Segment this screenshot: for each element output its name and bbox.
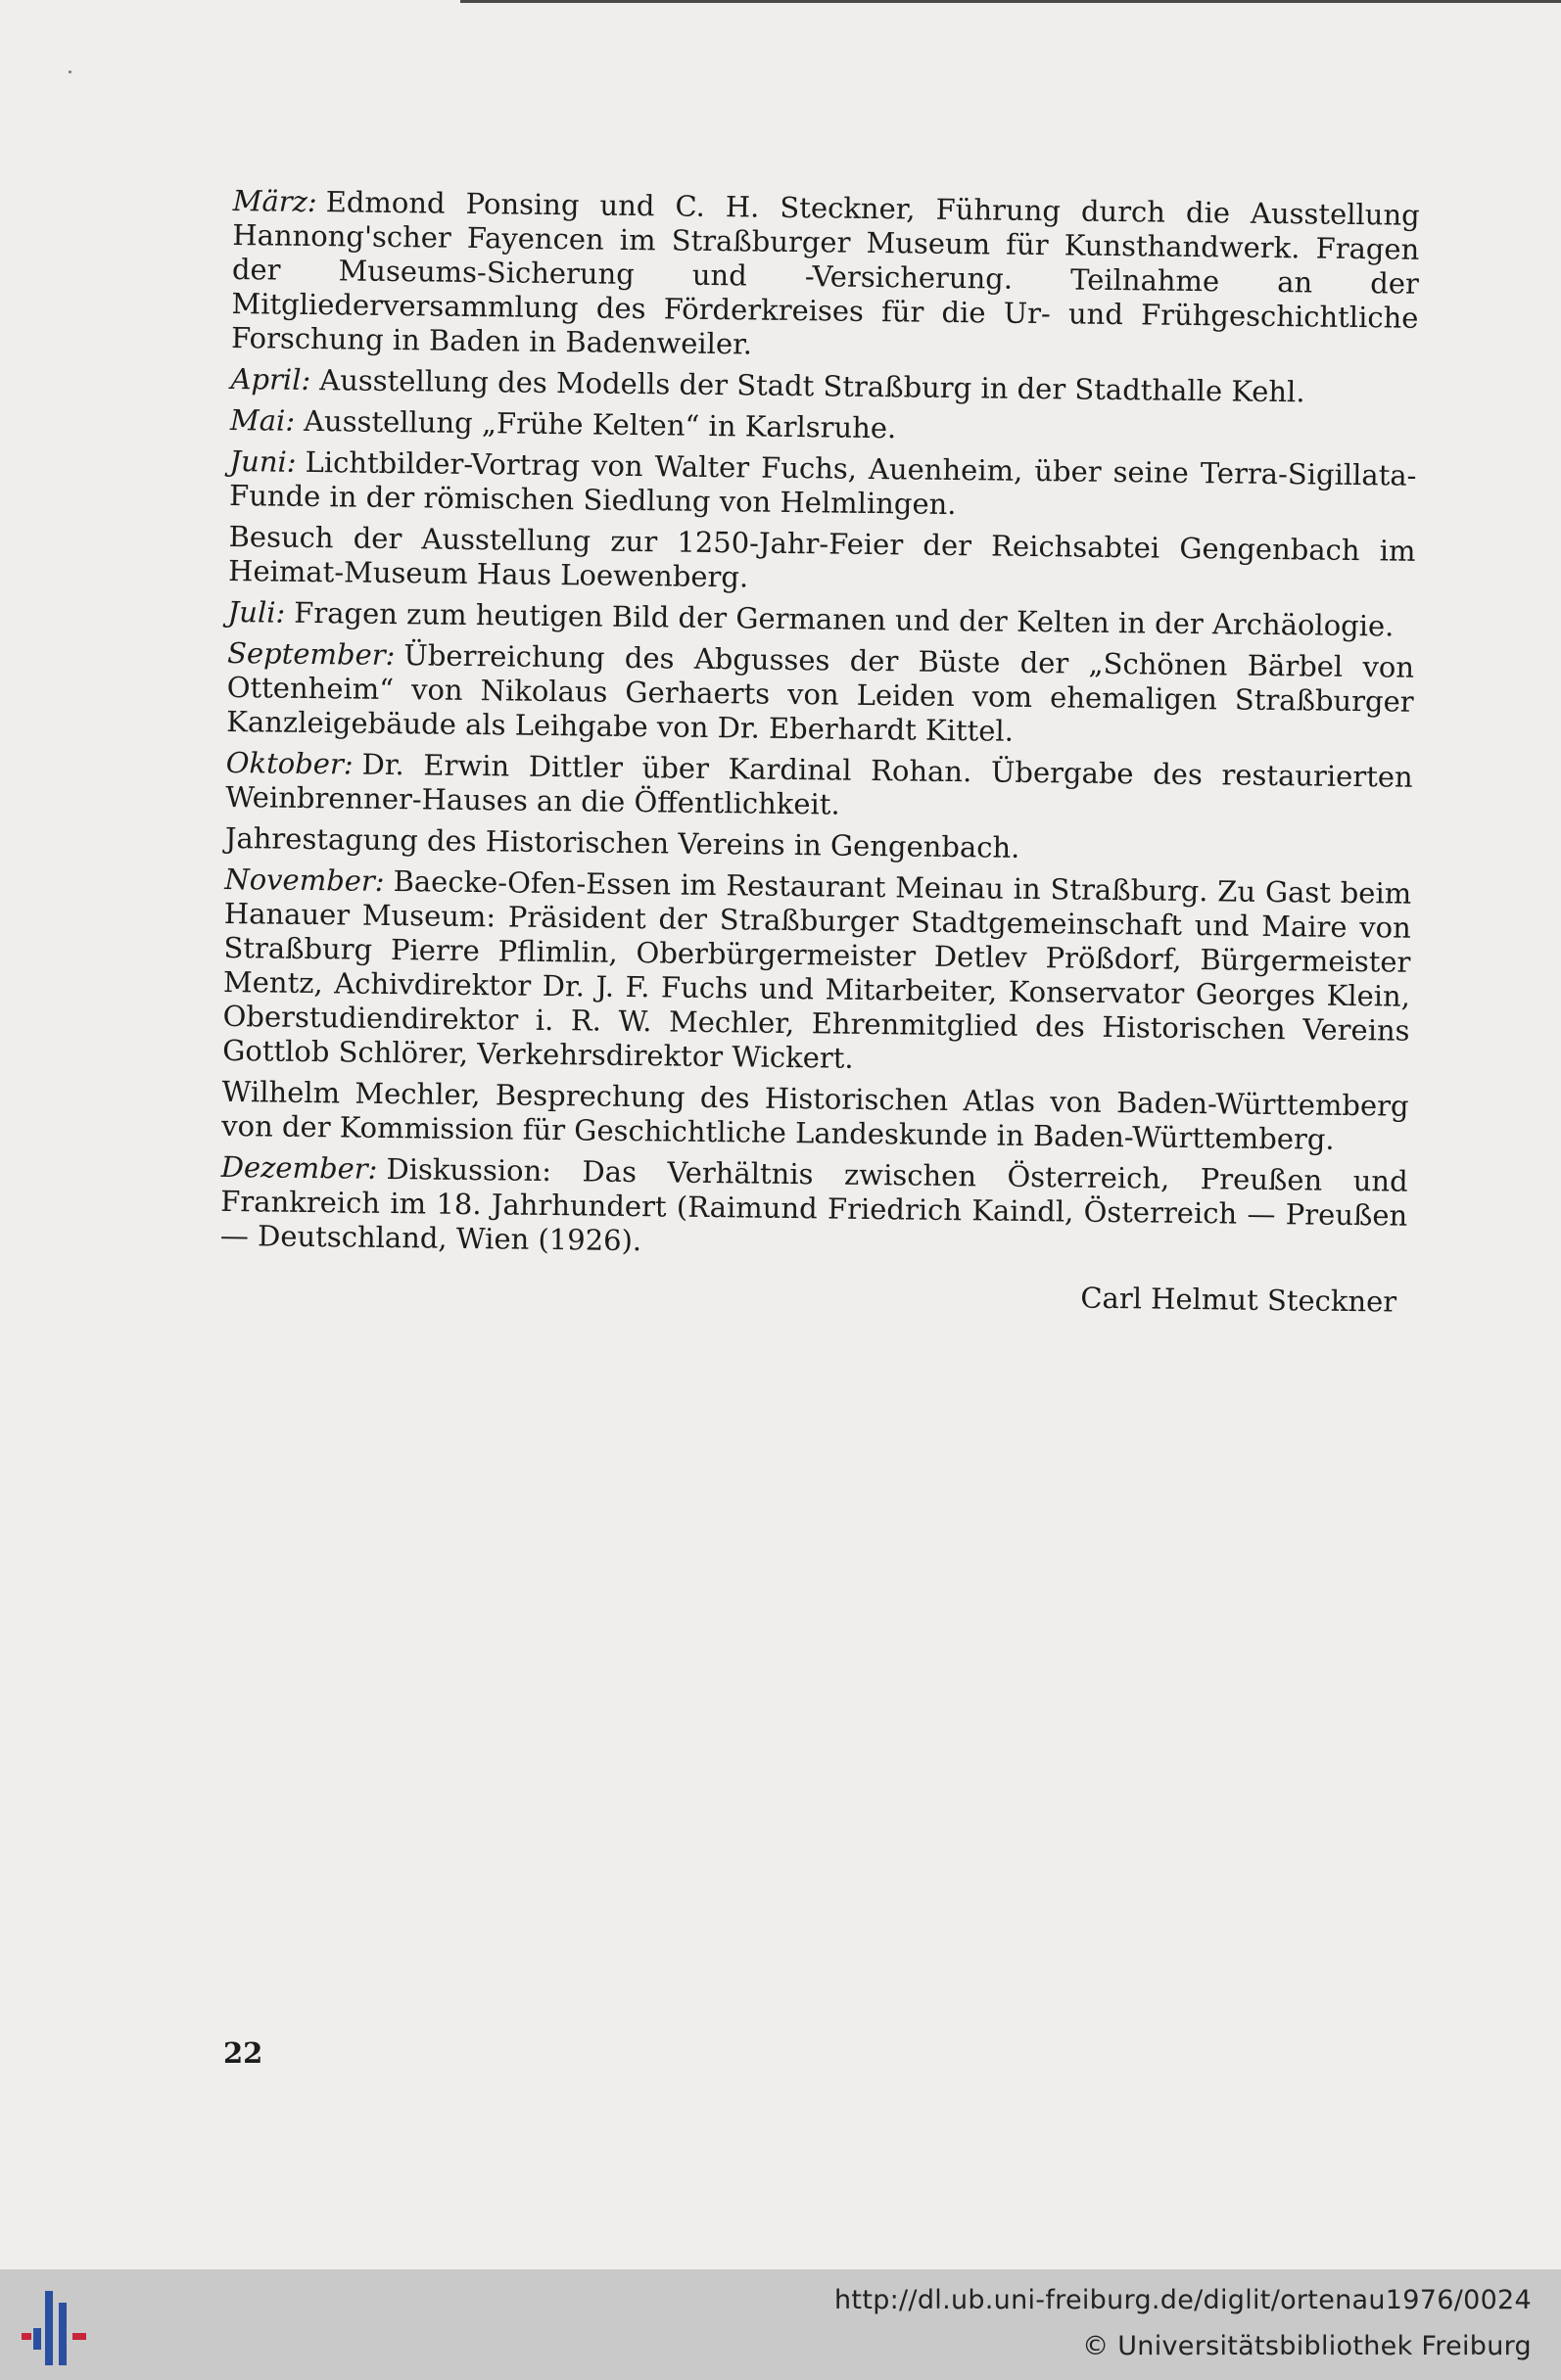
entry-text: Ausstellung „Frühe Kelten“ in Karlsruhe. (303, 403, 897, 445)
entry-text: Diskussion: Das Verhältnis zwischen Österreich, Preußen und Frankreich im 18. Jahrhundert (Raimund Friedrich Kaindl, Österreich — Preußen — Deutschland, Wien (1926). (219, 1151, 1408, 1258)
chronicle-text (219, 184, 1420, 1320)
entry-month: November: (224, 862, 385, 898)
entry-maerz (231, 184, 1420, 370)
entry-oktober (225, 746, 1413, 829)
scan-speck (69, 70, 71, 73)
entry-text: Wilhelm Mechler, Besprechung des Historischen Atlas von Baden-Württemberg von der Kommission für Geschichtliche Landeskunde in Baden-Württemberg. (221, 1074, 1409, 1156)
entry-april (230, 362, 1417, 411)
entry-month: Juli: (227, 594, 286, 630)
entry-juni (229, 444, 1417, 528)
entry-month: Oktober: (225, 745, 354, 781)
ub-freiburg-logo-icon (20, 2289, 98, 2367)
entry-month: September: (226, 635, 396, 673)
entry-november-2 (221, 1075, 1409, 1158)
entry-juli (227, 595, 1414, 644)
entry-juni-2 (228, 520, 1416, 603)
entry-text: Besuch der Ausstellung zur 1250-Jahr-Feier der Reichsabtei Gengenbach im Heimat-Museum Haus Loewenberg. (227, 519, 1416, 594)
entry-month: April: (230, 361, 311, 397)
entry-text: Jahrestagung des Historischen Vereins in Gengenbach. (224, 820, 1020, 864)
entry-month: März: (232, 184, 317, 219)
entry-month: Juni: (229, 443, 297, 479)
entry-text: Fragen zum heutigen Bild der Germanen und der Kelten in der Archäologie. (294, 595, 1395, 643)
entry-text: Dr. Erwin Dittler über Kardinal Rohan. Übergabe des restaurierten Weinbrenner-Hauses an die Öffentlichkeit. (225, 747, 1413, 821)
entry-oktober-2 (225, 821, 1412, 870)
entry-text: Überreichung des Abgusses der Büste der „Schönen Bärbel von Ottenheim“ von Nikolaus Gerhaerts von Leiden vom ehemaligen Straßburger Kanzleigebäude als Leihgabe von Dr. Eberhardt Kittel. (226, 638, 1415, 748)
entry-text: Baecke-Ofen-Essen im Restaurant Meinau in Straßburg. Zu Gast beim Hanauer Museum: Präsident der Straßburger Stadtgemeinschaft und Maire von Straßburg Pierre Pflimlin, Oberbürgermeister Detlev Prößdorf, Bürgermeister Mentz, Achivdirektor Dr. J. F. Fuchs und Mitarbeiter, Konservator Georges Klein, Oberstudiendirektor i. R. W. Mechler, Ehrenmitglied des Historischen Vereins Gottlob Schlörer, Verkehrsdirektor Wickert. (221, 864, 1412, 1075)
source-url-link[interactable]: http://dl.ub.uni-freiburg.de/diglit/ortenau1976/0024 (834, 2285, 1532, 2315)
library-footer (0, 2269, 1561, 2380)
entry-text: Edmond Ponsing und C. H. Steckner, Führung durch die Ausstellung Hannong'scher Fayencen im Straßburger Museum für Kunsthandwerk. Fragen der Museums-Sicherung und -Versicherung. Teilnahme an der Mitgliederversammlung des Förderkreises für die Ur- und Frühgeschichtliche Forschung in Baden in Badenweiler. (230, 185, 1420, 361)
entry-month: Dezember: (220, 1149, 378, 1186)
entry-november (222, 863, 1411, 1083)
entry-mai (230, 403, 1417, 452)
entry-september (226, 636, 1414, 754)
entry-month: Mai: (229, 402, 296, 438)
page-number: 22 (223, 2036, 263, 2070)
entry-dezember (220, 1150, 1408, 1268)
entry-text: Ausstellung des Modells der Stadt Straßburg in der Stadthalle Kehl. (319, 363, 1305, 409)
author-signature: Carl Helmut Steckner (1080, 1281, 1397, 1319)
copyright-credit: © Universitätsbibliothek Freiburg (1082, 2331, 1532, 2361)
entry-text: Lichtbilder-Vortrag von Walter Fuchs, Auenheim, über seine Terra-Sigillata-Funde in der römischen Siedlung von Helmlingen. (228, 444, 1417, 522)
scan-edge-line (460, 0, 1561, 3)
